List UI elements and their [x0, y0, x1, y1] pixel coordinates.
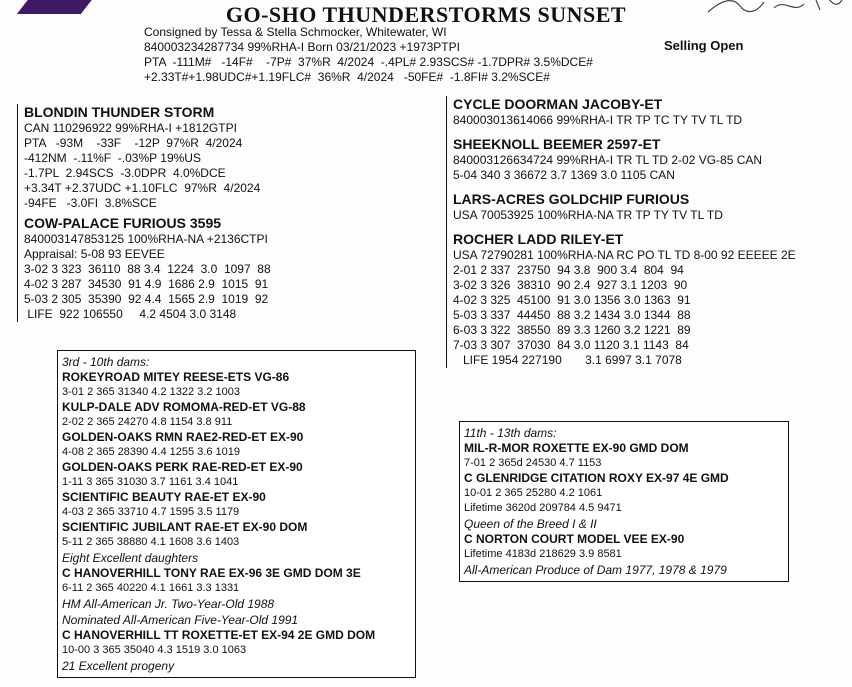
sire-details — [24, 121, 444, 211]
dam-record: 7-01 2 365d 24530 4.7 1153 — [464, 457, 602, 469]
dam-record: 2-02 2 365 24270 4.8 1154 3.8 911 — [62, 416, 233, 428]
sire-detail-line: CAN 110296922 99%RHA-I +1812GTPI — [24, 121, 237, 135]
dam-name: KULP-DALE ADV ROMOMA-RED-ET VG-88 — [62, 400, 306, 414]
ancestor-detail-line: 6-03 3 322 38550 89 3.3 1260 3.2 1221 89 — [453, 323, 691, 337]
genomic-line-2: +2.33T#+1.98UDC#+1.19FLC# 36%R 4/2024 -50FE# -1.8FI# 3.2%SCE# — [144, 70, 550, 84]
dam-record: 10-01 2 365 25280 4.2 1061 — [464, 487, 603, 499]
dam-name: ROKEYROAD MITEY REESE-ETS VG-86 — [62, 370, 290, 384]
dam-detail-line: 5-03 2 305 35390 92 4.4 1565 2.9 1019 92 — [24, 292, 269, 306]
dam-note: Nominated All-American Five-Year-Old 1991 — [62, 613, 299, 627]
dams-3-10-label: 3rd - 10th dams: — [62, 355, 150, 369]
dam-name: COW-PALACE FURIOUS 3595 — [24, 215, 222, 231]
dam-detail-line: 3-02 3 323 36110 88 3.4 1224 3.0 1097 88 — [24, 262, 271, 276]
dam-name: MIL-R-MOR ROXETTE EX-90 GMD DOM — [464, 441, 689, 455]
ancestor-detail-line: 7-03 3 307 37030 84 3.0 1120 3.1 1143 84 — [453, 338, 689, 352]
dam-detail-line: LIFE 922 106550 4.2 4504 3.0 3148 — [24, 307, 237, 321]
dam-detail-line: 840003147853125 100%RHA-NA +2136CTPI — [24, 232, 268, 246]
ancestor-detail-line: 5-03 3 337 44450 88 3.2 1434 3.0 1344 88 — [453, 308, 691, 322]
maternal-pedigree-block — [446, 96, 852, 368]
dam-name: SCIENTIFIC BEAUTY RAE-ET EX-90 — [62, 490, 266, 504]
dam-record: 1-11 3 365 31030 3.7 1161 3.4 1041 — [62, 476, 239, 488]
dam-name: C NORTON COURT MODEL VEE EX-90 — [464, 532, 685, 546]
dam-details — [24, 232, 444, 322]
ancestor-detail-line: USA 72790281 100%RHA-NA RC PO TL TD 8-00 92 EEEEE 2E — [453, 248, 796, 262]
dam-name: C GLENRIDGE CITATION ROXY EX-97 4E GMD — [464, 471, 729, 485]
sire-detail-line: PTA -93M -33F -12P 97%R 4/2024 — [24, 136, 243, 150]
dam-note: All-American Produce of Dam 1977, 1978 & 1979 — [464, 563, 727, 577]
dam-name: SCIENTIFIC JUBILANT RAE-ET EX-90 DOM — [62, 520, 308, 534]
dam-note: Eight Excellent daughters — [62, 551, 199, 565]
dam-record: Lifetime 3620d 209784 4.5 9471 — [464, 502, 622, 514]
ancestor-name: ROCHER LADD RILEY-ET — [453, 231, 624, 247]
genomic-line-1: PTA -111M# -14F# -7P# 37%R 4/2024 -.4PL# 2.93SCS# -1.7DPR# 3.5%DCE# — [144, 55, 593, 69]
sire-detail-line: -412NM -.11%F -.03%P 19%US — [24, 151, 201, 165]
ancestor-detail-line: 840003126634724 99%RHA-I TR TL TD 2-02 VG-85 CAN — [453, 153, 763, 167]
sire-detail-line: -94FE -3.0FI 3.8%SCE — [24, 196, 157, 210]
consignment-info — [144, 25, 593, 85]
dam-name: C HANOVERHILL TT ROXETTE-ET EX-94 2E GMD DOM — [62, 628, 376, 642]
dam-record: 10-00 3 365 35040 4.3 1519 3.0 1063 — [62, 644, 247, 656]
sire-detail-line: -1.7PL 2.94SCS -3.0DPR 4.0%DCE — [24, 166, 226, 180]
dam-record: 6-11 2 365 40220 4.1 1661 3.3 1331 — [62, 582, 240, 594]
ancestor-detail-line: 5-04 340 3 36672 3.7 1369 3.0 1105 CAN — [453, 168, 675, 182]
ancestor-detail-line: 840003013614066 99%RHA-I TR TP TC TY TV TL TD — [453, 113, 743, 127]
ancestor-detail-line: 2-01 2 337 23750 94 3.8 900 3.4 804 94 — [453, 263, 684, 277]
ancestor-detail-line: 4-02 3 325 45100 91 3.0 1356 3.0 1363 91 — [453, 293, 691, 307]
ancestor-detail-line: 3-02 3 326 38310 90 2.4 927 3.1 1203 90 — [453, 278, 688, 292]
dam-name: C HANOVERHILL TONY RAE EX-96 3E GMD DOM 3E — [62, 566, 361, 580]
dam-detail-line: Appraisal: 5-08 93 EEVEE — [24, 247, 165, 261]
dam-note: HM All-American Jr. Two-Year-Old 1988 — [62, 597, 275, 611]
ancestor-name: CYCLE DOORMAN JACOBY-ET — [453, 96, 663, 112]
ancestor-detail-line: USA 70053925 100%RHA-NA TR TP TY TV TL TD — [453, 208, 723, 222]
ancestor-name: LARS-ACRES GOLDCHIP FURIOUS — [453, 191, 690, 207]
consignor-line: Consigned by Tessa & Stella Schmocker, Whitewater, WI — [144, 25, 447, 39]
dam-record: 4-08 2 365 28390 4.4 1255 3.6 1019 — [62, 446, 240, 458]
dam-record: Lifetime 4183d 218629 3.9 8581 — [464, 548, 622, 560]
sire-name: BLONDIN THUNDER STORM — [24, 104, 215, 120]
dam-note: 21 Excellent progeny — [62, 659, 175, 673]
dam-record: 4-03 2 365 33710 4.7 1595 3.5 1179 — [62, 506, 240, 518]
registration-line: 840003234287734 99%RHA-I Born 03/21/2023 +1973PTPI — [144, 40, 460, 54]
dam-name: GOLDEN-OAKS PERK RAE-RED-ET EX-90 — [62, 460, 303, 474]
dam-record: 5-11 2 365 38880 4.1 1608 3.6 1403 — [62, 536, 240, 548]
dams-11-13-box — [459, 421, 789, 582]
dam-detail-line: 4-02 3 287 34530 91 4.9 1686 2.9 1015 91 — [24, 277, 269, 291]
sire-dam-block — [17, 104, 444, 322]
selling-status: Selling Open — [664, 38, 744, 53]
dams-3-10-box — [57, 350, 416, 678]
dam-record: 3-01 2 365 31340 4.2 1322 3.2 1003 — [62, 386, 240, 398]
sire-detail-line: +3.34T +2.37UDC +1.10FLC 97%R 4/2024 — [24, 181, 261, 195]
ancestor-name: SHEEKNOLL BEEMER 2597-ET — [453, 136, 661, 152]
dam-name: GOLDEN-OAKS RMN RAE2-RED-ET EX-90 — [62, 430, 304, 444]
lot-title: GO-SHO THUNDERSTORMS SUNSET — [225, 2, 627, 27]
ancestor-detail-line: LIFE 1954 227190 3.1 6997 3.1 7078 — [453, 353, 682, 367]
dam-note: Queen of the Breed I & II — [464, 517, 597, 531]
dams-11-13-label: 11th - 13th dams: — [464, 426, 557, 440]
